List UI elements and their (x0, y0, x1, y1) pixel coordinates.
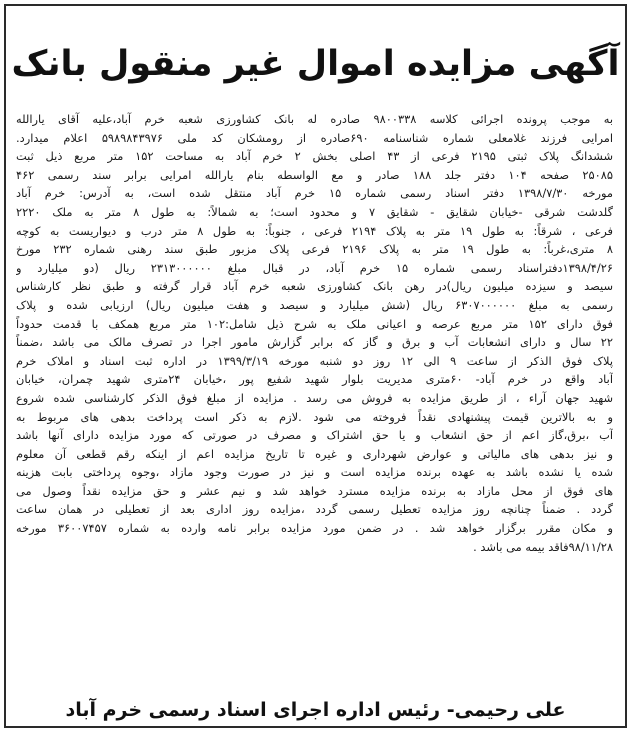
notice-body-line: مورخه ۱۳۹۸/۷/۳۰ دفتر اسناد رسمی شماره ۱۵ خرم آباد منتقل شده است، به آدرس: خرم آباد (16, 186, 613, 201)
notice-body-line: و نیز بدهی های مالیاتی و عوارض شهرداری و غیره تا تاریخ مزایده اعم از اینکه رقم قطعی آن معلوم (16, 446, 613, 461)
notice-body-line: ۱۳۹۸/۴/۲۶دفتراسناد رسمی شماره ۱۵ خرم آباد، در قبال مبلغ ۲۳۱۳۰۰۰۰۰۰ ریال (دو میلیارد و (16, 260, 613, 275)
notice-body-line: گلدشت شرقی -خیابان شقایق - شقایق ۷ و محدود است؛ به شمالاً: به طول ۸ متر به ملک ۲۲۲۰ (16, 204, 613, 219)
notice-body-line: گردد . ضمناً چنانچه روز مزایده تعطیل رسمی گردد ،مزایده روز اداری بعد از تعطیلی در همان ساعت (16, 502, 613, 517)
notice-body (16, 110, 613, 556)
notice-body-line: به موجب پرونده اجرائی کلاسه ۹۸۰۰۳۳۸ صادره له بانک کشاورزی شعبه خرم آباد،علیه آقای یارالله (16, 112, 613, 126)
notice-body-line: آب ،برق،گاز اعم از حق انشعاب و یا حق اشتراک و مصرف در صورتی که مورد مزایده دارای آنها باشد (16, 428, 613, 443)
notice-body-line: و به بالاترین قیمت پیشنهادی نقداً فروخته می شود .لازم به ذکر است پرداخت بدهی های مربوط به (16, 409, 613, 424)
notice-body-line: های فوق از محل مازاد به برنده مزایده مسترد خواهد شد و نیم عشر و حق مزایده نقداً وصول می (16, 483, 613, 498)
notice-body-line: ۹۸/۱۱/۲۸فاقد بیمه می باشد . (473, 539, 613, 554)
notice-body-line: ششدانگ پلاک ثبتی ۲۱۹۵ فرعی از ۴۳ اصلی بخش ۲ خرم آباد به مساحت ۱۵۲ متر مربع ذیل ثبت (16, 149, 613, 164)
notice-body-line: رسمی به مبلغ ۶۳۰۷۰۰۰۰۰۰ ریال (شش میلیارد و سیصد و هفت میلیون ریال) ارزیابی شده و پلاک (16, 297, 613, 312)
notice-body-line: و مکان مقرر برگزار خواهد شد . در ضمن مورد مزایده برابر نامه وارده به شماره ۳۶۰۰۷۴۵۷ مورخه (16, 521, 613, 536)
notice-body-line: ۸ متری،غرباً: به طول ۱۹ متر به پلاک ۲۱۹۶ فرعی پلاک مزبور طبق سند رهنی شماره ۲۳۲ مورخ (16, 242, 613, 257)
notice-body-line: فرعی ، شرقاً: به طول ۱۹ متر به پلاک ۲۱۹۴ فرعی ، جنوباً: به طول ۸ متر درب و دیواریست به کوچه (16, 223, 613, 238)
notice-body-line: پلاک فوق الذکر از ساعت ۹ الی ۱۲ روز دو شنبه مورخه ۱۳۹۹/۳/۱۹ در اداره ثبت اسناد و املاک خرم (16, 353, 613, 368)
notice-body-line: سیصد و سیزده میلیون ریال)در رهن بانک کشاورزی شعبه خرم آباد قرار گرفته و طبق نظر کارشناس (16, 279, 613, 294)
notice-body-line: ۲۲ سال و دارای انشعابات آب و برق و گاز که برابر گزارش مامور اجرا در تصرف مالک می باشد ،ضمناً (16, 335, 613, 350)
notice-body-line: آباد واقع در خرم آباد- ۶۰متری مدیریت بلوار شهید شفیع پور ،خیابان ۲۴متری شهید چمران، خیابان (16, 372, 613, 387)
notice-title: آگهی مزایده اموال غیر منقول بانک (11, 44, 620, 84)
notice-body-line: فوق دارای ۱۵۲ متر مربع عرصه و اعیانی ملک به شرح ذیل شامل:۱۰۲ متر مربع همکف با قدمت حدوداً (16, 316, 613, 331)
notice-body-line: امرایی فرزند غلامعلی شماره شناسنامه ۶۹۰صادره از رومشکان کد ملی ۵۹۸۹۸۴۳۹۷۶ اعلام میدارد. (16, 130, 613, 145)
notice-signature: علی رحیمی- رئیس اداره اجرای اسناد رسمی خرم آباد (65, 699, 566, 721)
auction-notice (4, 4, 627, 728)
notice-body-line: شهید جهان آراء ، از طریق مزایده به فروش می رسد . مزایده از مبلغ فوق الذکر کارشناسی شده شروع (16, 390, 613, 405)
notice-body-line: ۲۵۰۸۵ صفحه ۱۰۴ دفتر جلد ۱۸۸ صادر و مع الواسطه بنام یارالله امرایی برابر سند رسمی ۴۶۲ (16, 167, 613, 182)
notice-body-line: شده یا نشده باشد به عهده برنده مزایده است و نیز در صورت وجود مازاد ،وجوه پرداختی بابت هزینه (16, 465, 613, 480)
